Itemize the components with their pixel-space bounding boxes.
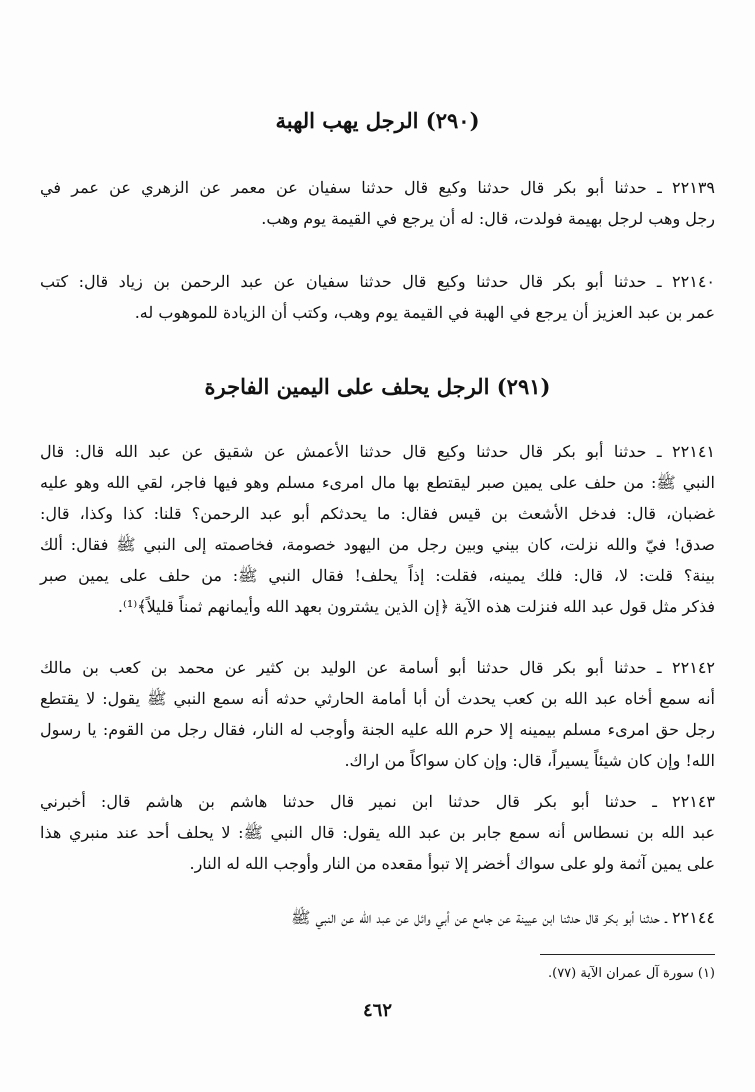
text-line: على يمين آثمة ولو على سواك أخضر إلا تبوأ مقعده من النار وأوجب الله له النار. [189, 854, 715, 873]
text-line: رجل وهب لرجل بهيمة فولدت، قال: له أن يرجع في القيمة يوم وهب. [261, 209, 715, 228]
section-heading-291: (٢٩١) الرجل يحلف على اليمين الفاجرة [204, 374, 551, 399]
text-line: عمر بن عبد العزيز أن يرجع في الهبة في القيمة يوم وهب، وكتب أن الزيادة للموهوب له. [134, 303, 715, 322]
text-line: صدق! فيّ والله نزلت، كان بيني وبين رجل من اليهود خصومة، فخاصمته إلى النبي ﷺ فقال: ألك [40, 535, 715, 554]
hadith-22143 [40, 786, 715, 879]
text-line: أنه سمع أخاه عبد الله بن كعب يحدث أن أبا أمامة الحارثي حدثه أنه سمع النبي ﷺ يقول: لا يقتطع [40, 689, 715, 708]
footnote-divider [540, 954, 715, 955]
hadith-22142 [40, 652, 715, 776]
hadith-22144 [40, 902, 715, 933]
hadith-22139 [40, 172, 715, 234]
text-line: النبي ﷺ: من حلف على يمين صبر ليقتطع بها مال امرىء مسلم وهو فيها فاجر، لقي الله وهو عليه [40, 473, 715, 492]
text-line: بينة؟ قلت: لا، قال: فلك يمينه، فقلت: إذاً يحلف! فقال النبي ﷺ: من حلف على يمين صبر [40, 566, 715, 585]
text-line: الله! وإن كان شيئاً يسيراً، قال: وإن كان سواكاً من اراك. [344, 751, 715, 770]
footnote: (١) سورة آل عمران الآية (٧٧). [547, 966, 715, 981]
text-line: رجل حق امرىء مسلم بيمينه إلا حرم الله عليه الجنة وأوجب له النار، فقال رجل من القوم: يا رسول [40, 720, 715, 739]
section-heading-290: (٢٩٠) الرجل يهب الهبة [275, 108, 480, 133]
text-line: ٢٢١٤٢ ـ حدثنا أبو بكر قال حدثنا أبو أسامة عن الوليد بن كثير عن محمد بن كعب بن مالك [40, 658, 715, 677]
page-number: ٤٦٢ [362, 1000, 392, 1021]
text-line: ٢٢١٤٠ ـ حدثنا أبو بكر قال حدثنا وكيع قال حدثنا سفيان عن عبد الرحمن بن زياد قال: كتب [40, 272, 715, 291]
hadith-22140 [40, 266, 715, 328]
text-line: ٢٢١٤٣ ـ حدثنا أبو بكر قال حدثنا ابن نمير قال حدثنا هاشم بن هاشم قال: أخبرني [40, 792, 715, 811]
text-line: ٢٢١٣٩ ـ حدثنا أبو بكر قال حدثنا وكيع قال حدثنا سفيان عن معمر عن الزهري عن عمر في [40, 178, 715, 197]
text-line: ٢٢١٤٤ ـ حدثنا أبو بكر قال حدثنا ابن عيينة عن جامع عن أبي وائل عن عبد الله عن النبي ﷺ [291, 908, 715, 927]
text-line: ٢٢١٤١ ـ حدثنا أبو بكر قال حدثنا وكيع قال حدثنا الأعمش عن شقيق عن عبد الله قال: قال [40, 442, 715, 461]
text-line: فذكر مثل قول عبد الله فنزلت هذه الآية ﴿إن الذين يشترون بعهد الله وأيمانهم ثمناً قليلاً﴾⁽¹⁾. [117, 597, 715, 616]
text-line: عبد الله بن نسطاس أنه سمع جابر بن عبد الله يقول: قال النبي ﷺ: لا يحلف أحد عند منبري هذا [40, 823, 715, 842]
text-line: غضبان، قال: فدخل الأشعث بن قيس فقال: ما يحدثكم أبو عبد الرحمن؟ قلنا: كذا وكذا، قال: [40, 504, 715, 523]
hadith-22141 [40, 436, 715, 622]
